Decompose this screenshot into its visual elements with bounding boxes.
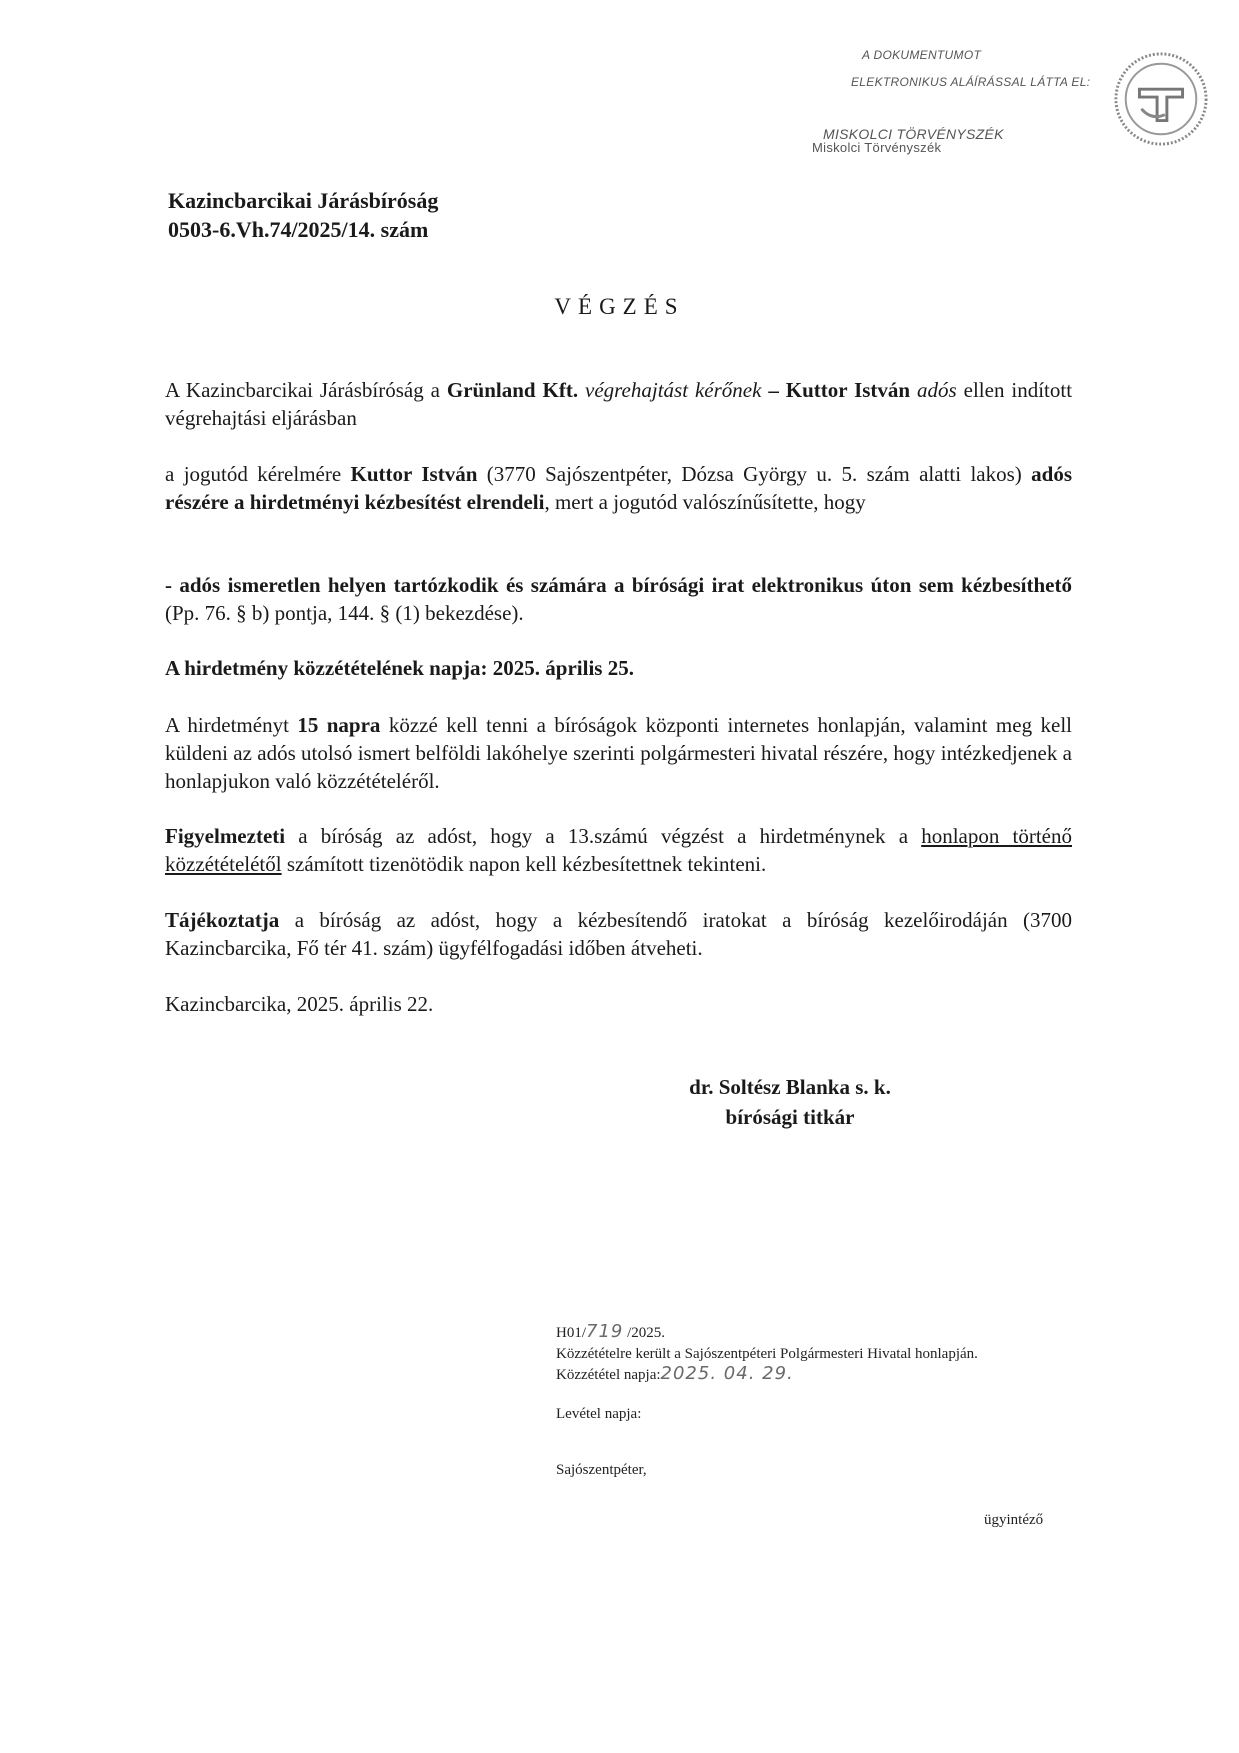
order-debtor-name: Kuttor István xyxy=(350,462,478,486)
signatory-title: bírósági titkár xyxy=(725,1105,855,1129)
order-text-1: a jogutód kérelmére xyxy=(165,462,351,486)
publication-date: A hirdetmény közzétételének napja: 2025. április 25. xyxy=(165,656,634,680)
registration-published-line: Közzétételre került a Sajószentpéteri Polgármesteri Hivatal honlapján. xyxy=(556,1346,978,1362)
warning-paragraph xyxy=(165,822,1072,878)
debtor-name: Kuttor István xyxy=(785,378,911,402)
warning-text-2: számított tizenötödik napon kell kézbesítettnek tekinteni. xyxy=(281,852,767,876)
case-number: 0503-6.Vh.74/2025/14. szám xyxy=(168,217,429,242)
stamp-line-3: MISKOLCI TÖRVÉNYSZÉK xyxy=(823,126,1004,142)
registration-number-line xyxy=(556,1322,665,1343)
creditor-name: Grünland Kft. xyxy=(446,378,579,402)
case-officer-label: ügyintéző xyxy=(984,1512,1044,1528)
info-text: a bíróság az adóst, hogy a kézbesítendő iratokat a bíróság kezelőirodáján (3700 Kazincbarcika, Fő tér 41. szám) ügyfélfogadási időben átveheti. xyxy=(165,908,1072,960)
order-text-3: , mert a jogutód valószínűsítette, hogy xyxy=(544,490,866,514)
court-seal-logo xyxy=(1112,50,1210,148)
registration-prefix: H01/ xyxy=(556,1325,586,1341)
warning-underlined: honlapon történő közzétételétől xyxy=(165,824,1073,876)
order-text-2: (3770 Sajószentpéter, Dózsa György u. 5. szám alatti lakos) xyxy=(477,462,1032,486)
intro-text-2: ellen indított végrehajtási eljárásban xyxy=(165,378,1073,430)
warning-keyword: Figyelmezteti xyxy=(165,824,286,848)
info-paragraph xyxy=(165,906,1072,962)
place-date: Kazincbarcika, 2025. április 22. xyxy=(165,992,434,1016)
removal-date-line: Levétel napja: xyxy=(556,1406,642,1422)
publication-date-handwritten: 2025. 04. 29. xyxy=(660,1363,794,1384)
signatory-name: dr. Soltész Blanka s. k. xyxy=(689,1075,891,1099)
info-keyword: Tájékoztatja xyxy=(165,908,280,932)
stamp-line-1: A DOKUMENTUMOT xyxy=(862,48,982,62)
warning-text-1: a bíróság az adóst, hogy a 13.számú végzést a hirdetménynek a xyxy=(285,824,922,848)
order-paragraph xyxy=(165,460,1072,516)
reason-text-rest: (Pp. 76. § b) pontja, 144. § (1) bekezdése). xyxy=(165,601,524,625)
stamp-line-4: Miskolci Törvényszék xyxy=(812,140,942,155)
court-name: Kazincbarcikai Járásbíróság xyxy=(168,188,439,213)
publication-date-label: Közzététel napja: xyxy=(556,1367,661,1383)
registration-place: Sajószentpéter, xyxy=(556,1462,647,1478)
publication-text-2: közzé kell tenni a bíróságok központi internetes honlapján, valamint meg kell küldeni az adós utolsó ismert belföldi lakóhelye szerinti polgármesteri hivatal részére, hogy intézkedjenek a honlapjukon való közzétételéről. xyxy=(165,713,1072,793)
publication-paragraph xyxy=(165,711,1072,795)
document-title: VÉGZÉS xyxy=(554,294,685,319)
registration-number-handwritten: 719 xyxy=(586,1321,624,1342)
signature-block xyxy=(640,1072,940,1132)
publication-text-1: A hirdetményt xyxy=(165,713,298,737)
intro-dash: – xyxy=(761,378,786,402)
creditor-role: végrehajtást kérőnek xyxy=(585,378,762,402)
order-decision: adós részére a hirdetményi kézbesítést elrendeli xyxy=(165,462,1072,514)
publication-duration: 15 napra xyxy=(297,713,381,737)
reason-paragraph xyxy=(165,571,1072,627)
reason-text-bold: - adós ismeretlen helyen tartózkodik és számára a bírósági irat elektronikus úton sem kézbesíthető xyxy=(165,573,1072,597)
intro-text-1: A Kazincbarcikai Járásbíróság a xyxy=(165,378,447,402)
court-header xyxy=(168,186,438,244)
registration-publication-date-line xyxy=(556,1364,794,1385)
debtor-role: adós xyxy=(917,378,957,402)
registration-suffix: /2025. xyxy=(623,1325,666,1341)
stamp-line-2: ELEKTRONIKUS ALÁÍRÁSSAL LÁTTA EL: xyxy=(851,75,1091,89)
intro-paragraph xyxy=(165,376,1072,432)
